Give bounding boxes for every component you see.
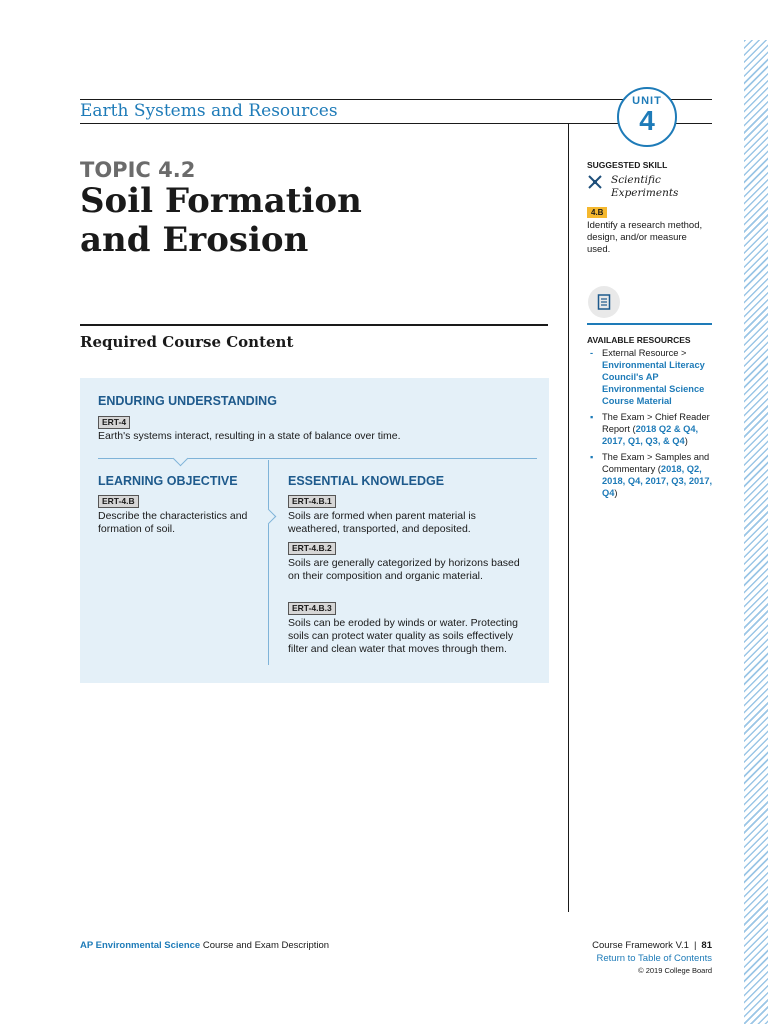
unit-title: Earth Systems and Resources	[80, 101, 338, 121]
resource-prefix: External Resource >	[602, 348, 687, 358]
header-top-rule	[80, 99, 712, 100]
resources-rule	[587, 323, 712, 325]
resource-prefix: The Exam > Samples and Commentary (	[602, 452, 710, 474]
separator-notch	[261, 509, 277, 525]
resource-item	[587, 411, 715, 447]
page-number: 81	[701, 940, 712, 951]
skill-code-badge: 4.B	[587, 207, 607, 218]
resource-list	[587, 347, 715, 503]
topic-title	[80, 182, 540, 260]
unit-badge	[617, 87, 677, 147]
footer-right: Course Framework V.1 | 81 Return to Table of Contents © 2019 College Board	[592, 940, 712, 978]
square-bullet-icon: ▪	[590, 412, 594, 422]
column-divider	[568, 124, 569, 912]
suggested-skill-heading: SUGGESTED SKILL	[587, 160, 668, 170]
learning-objective-heading: LEARNING OBJECTIVE	[98, 474, 238, 488]
ek-tag-3: ERT-4.B.3	[288, 602, 336, 615]
topic-label: TOPIC 4.2	[80, 158, 196, 182]
footer-doc: Course and Exam Description	[202, 940, 330, 951]
ek-text-3: Soils can be eroded by winds or water. Protecting soils can protect water quality as soils effectively filter and clean water that moves through them.	[288, 617, 518, 655]
footer-course	[80, 940, 329, 951]
enduring-understanding-heading: ENDURING UNDERSTANDING	[98, 394, 277, 408]
section-title: Required Course Content	[80, 333, 294, 351]
resource-link[interactable]: 2018, Q2, 2018, Q4, 2017, Q3, 2017, Q4	[602, 464, 713, 498]
dash-bullet-icon: -	[590, 348, 594, 358]
resource-prefix: The Exam > Chief Reader Report (	[602, 412, 710, 434]
topic-title-line1: Soil Formation	[80, 181, 362, 221]
eu-divider	[98, 458, 537, 459]
ek-text-2: Soils are generally categorized by horizons based on their composition and organic material.	[288, 557, 520, 582]
square-bullet-icon: ▪	[590, 452, 594, 462]
resource-item	[587, 347, 715, 407]
return-to-toc-link[interactable]: Return to Table of Contents	[596, 952, 712, 964]
lo-tag: ERT-4.B	[98, 495, 139, 508]
decorative-hatch-band	[744, 40, 768, 1024]
copyright: © 2019 College Board	[638, 966, 712, 975]
microscope-icon	[587, 174, 603, 193]
footer-framework: Course Framework V.1	[592, 940, 689, 951]
column-separator	[268, 460, 269, 665]
resource-link[interactable]: Environmental Literacy Council's AP Environmental Science Course Material	[602, 360, 705, 406]
available-resources-heading: AVAILABLE RESOURCES	[587, 335, 691, 345]
resource-suffix: )	[684, 436, 688, 446]
ek-tag-2: ERT-4.B.2	[288, 542, 336, 555]
course-content-box	[80, 378, 549, 683]
footer-brand: AP Environmental Science	[80, 940, 201, 951]
resource-item	[587, 451, 715, 499]
skill-name: Scientific Experiments	[611, 174, 679, 199]
unit-label: UNIT	[632, 95, 662, 107]
divider-notch	[173, 451, 189, 467]
resource-link[interactable]: 2018 Q2 & Q4, 2017, Q1, Q3, & Q4	[602, 424, 699, 446]
topic-title-line2: and Erosion	[80, 220, 309, 260]
resource-suffix: )	[614, 488, 618, 498]
lo-text: Describe the characteristics and formation of soil.	[98, 510, 248, 535]
eu-text: Earth's systems interact, resulting in a state of balance over time.	[98, 430, 401, 442]
unit-number: 4	[639, 105, 655, 136]
ek-text-1: Soils are formed when parent material is weathered, transported, and deposited.	[288, 510, 476, 535]
ek-tag-1: ERT-4.B.1	[288, 495, 336, 508]
skill-description: Identify a research method, design, and/or measure used.	[587, 220, 703, 255]
section-rule	[80, 324, 548, 326]
essential-knowledge-heading: ESSENTIAL KNOWLEDGE	[288, 474, 445, 488]
document-icon	[588, 286, 620, 318]
eu-tag: ERT-4	[98, 416, 130, 429]
